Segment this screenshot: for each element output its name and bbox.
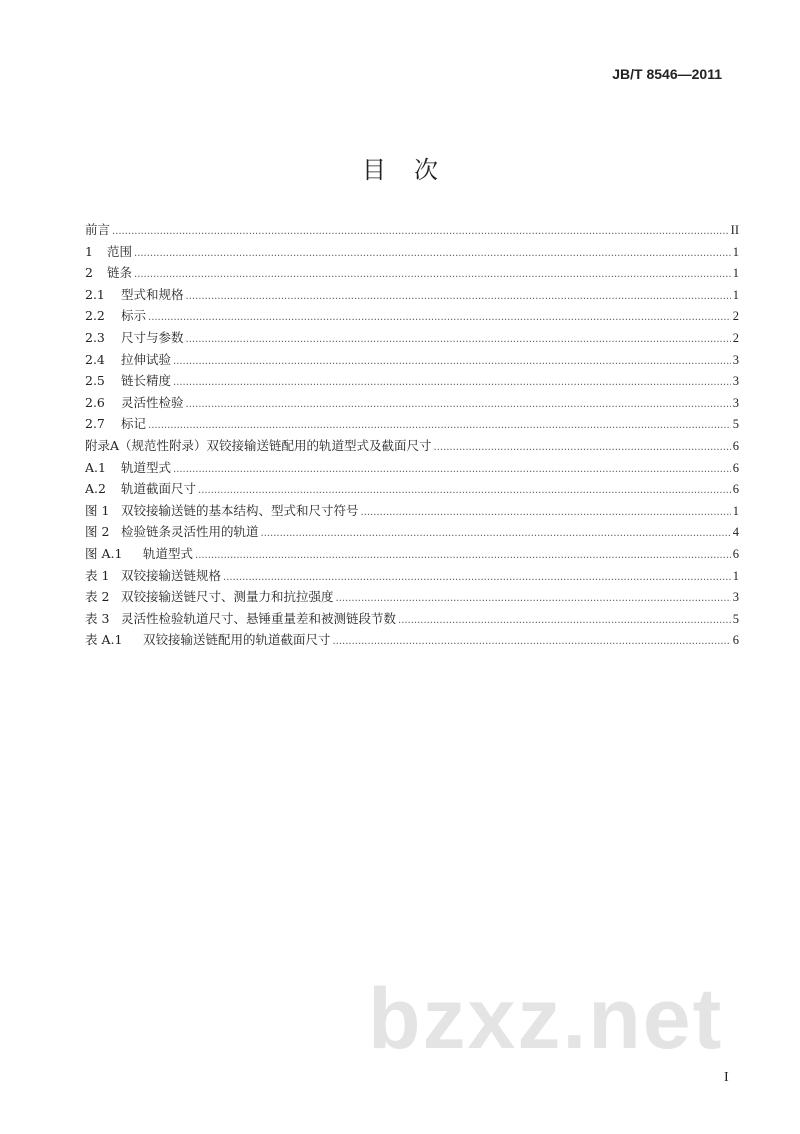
toc-page: 6 (732, 546, 739, 561)
dot-leader (195, 550, 731, 561)
toc-label (85, 371, 171, 389)
table-of-contents (85, 220, 739, 652)
toc-number: 2.5 (85, 373, 105, 389)
toc-number: 2.4 (85, 351, 105, 367)
dot-leader (398, 615, 731, 626)
toc-entry[interactable] (85, 328, 739, 350)
toc-number: 图 A.1 (85, 545, 123, 561)
toc-number: 2.7 (85, 416, 105, 432)
toc-title: 检验链条灵活性用的轨道 (121, 524, 259, 540)
toc-title: 标记 (121, 416, 147, 432)
dot-leader (173, 356, 731, 367)
toc-entry[interactable] (85, 458, 739, 480)
toc-label (85, 306, 146, 324)
toc-number: 2.6 (85, 394, 105, 410)
toc-title: 轨道截面尺寸 (121, 481, 197, 497)
toc-page: 5 (732, 611, 739, 626)
toc-page: 3 (732, 374, 739, 389)
toc-entry[interactable] (85, 566, 739, 588)
toc-entry[interactable] (85, 479, 739, 501)
toc-number: 图 2 (85, 524, 110, 540)
dot-leader (361, 507, 731, 518)
dot-leader (112, 226, 729, 237)
toc-title: 型式和规格 (121, 286, 184, 302)
toc-page: 6 (732, 633, 739, 648)
toc-entry[interactable] (85, 393, 739, 415)
toc-label (85, 393, 184, 411)
toc-number: 2.2 (85, 308, 105, 324)
toc-page: 1 (732, 287, 739, 302)
toc-page: 4 (732, 525, 739, 540)
toc-title: 灵活性检验 (121, 394, 184, 410)
toc-page: 6 (732, 460, 739, 475)
toc-label (85, 458, 171, 476)
watermark: bzxz.net (368, 971, 724, 1067)
dot-leader (148, 420, 731, 431)
toc-label (85, 630, 331, 648)
toc-label (85, 414, 146, 432)
toc-title: 范围 (107, 243, 133, 259)
dot-leader (173, 464, 731, 475)
toc-entry[interactable] (85, 242, 739, 264)
toc-entry[interactable] (85, 522, 739, 544)
toc-label (85, 350, 171, 368)
toc-title: 轨道型式 (143, 545, 194, 561)
dot-leader (434, 442, 731, 453)
toc-number: 2.1 (85, 286, 105, 302)
toc-entry[interactable] (85, 587, 739, 609)
toc-number: 表 A.1 (85, 632, 123, 648)
toc-number: 表 3 (85, 610, 110, 626)
toc-entry[interactable] (85, 414, 739, 436)
toc-page: 6 (732, 438, 739, 453)
toc-page: 1 (732, 266, 739, 281)
toc-number: 图 1 (85, 502, 110, 518)
dot-leader (173, 377, 731, 388)
toc-entry[interactable] (85, 609, 739, 631)
toc-page: 3 (732, 590, 739, 605)
toc-entry[interactable] (85, 501, 739, 523)
toc-entry[interactable] (85, 263, 739, 285)
toc-page: 1 (732, 568, 739, 583)
toc-label (85, 328, 184, 346)
toc-entry[interactable] (85, 544, 739, 566)
page-number: I (724, 1070, 729, 1085)
toc-label (85, 220, 110, 238)
toc-page: 3 (732, 395, 739, 410)
dot-leader (148, 312, 731, 323)
dot-leader (134, 248, 731, 259)
toc-label (85, 544, 193, 562)
dot-leader (336, 593, 731, 604)
toc-title: 尺寸与参数 (121, 329, 184, 345)
dot-leader (333, 636, 731, 647)
toc-page: II (730, 223, 739, 237)
dot-leader (186, 399, 731, 410)
toc-label (85, 479, 196, 497)
toc-page: 1 (732, 244, 739, 259)
toc-entry[interactable] (85, 436, 739, 458)
toc-entry[interactable] (85, 285, 739, 307)
toc-entry[interactable] (85, 630, 739, 652)
toc-label (85, 501, 359, 519)
toc-number: 1 (85, 243, 93, 259)
dot-leader (198, 485, 731, 496)
toc-title: 轨道型式 (121, 459, 172, 475)
toc-label (85, 566, 221, 584)
toc-page: 6 (732, 482, 739, 497)
standard-number: JB/T 8546—2011 (612, 66, 722, 82)
toc-page: 3 (732, 352, 739, 367)
toc-title: 双铰接输送链规格 (121, 567, 222, 583)
toc-label (85, 263, 132, 281)
toc-title: 灵活性检验轨道尺寸、悬锤重量差和被测链段节数 (121, 610, 397, 626)
toc-number: 表 1 (85, 567, 110, 583)
dot-leader (223, 572, 731, 583)
toc-label (85, 242, 132, 260)
dot-leader (186, 334, 731, 345)
dot-leader (261, 528, 731, 539)
toc-title: 双铰接输送链尺寸、测量力和抗拉强度 (121, 589, 334, 605)
dot-leader (186, 291, 731, 302)
toc-title: 链长精度 (121, 373, 172, 389)
toc-title: 双铰接输送链配用的轨道截面尺寸 (143, 632, 331, 648)
toc-title: 双铰接输送链的基本结构、型式和尺寸符号 (121, 502, 359, 518)
toc-label (85, 587, 334, 605)
toc-number: A.2 (85, 481, 106, 497)
toc-entry[interactable] (85, 350, 739, 372)
toc-title: 拉伸试验 (121, 351, 172, 367)
toc-entry[interactable] (85, 306, 739, 328)
toc-page: 1 (732, 503, 739, 518)
toc-title: 前言 (85, 222, 111, 237)
toc-label (85, 436, 432, 454)
page-title: 目次 (362, 156, 466, 184)
toc-page: 2 (732, 309, 739, 324)
toc-number: 2 (85, 265, 93, 281)
toc-label (85, 522, 259, 540)
toc-title: 标示 (121, 308, 147, 324)
toc-number: 表 2 (85, 589, 110, 605)
toc-title: 链条 (107, 265, 133, 281)
toc-number: 2.3 (85, 329, 105, 345)
toc-entry[interactable] (85, 220, 739, 242)
toc-title: 附录A（规范性附录）双铰接输送链配用的轨道型式及截面尺寸 (85, 437, 432, 453)
toc-page: 5 (732, 417, 739, 432)
toc-entry[interactable] (85, 371, 739, 393)
toc-label (85, 285, 184, 303)
toc-label (85, 609, 396, 627)
toc-page: 2 (732, 330, 739, 345)
dot-leader (134, 269, 731, 280)
toc-number: A.1 (85, 459, 106, 475)
